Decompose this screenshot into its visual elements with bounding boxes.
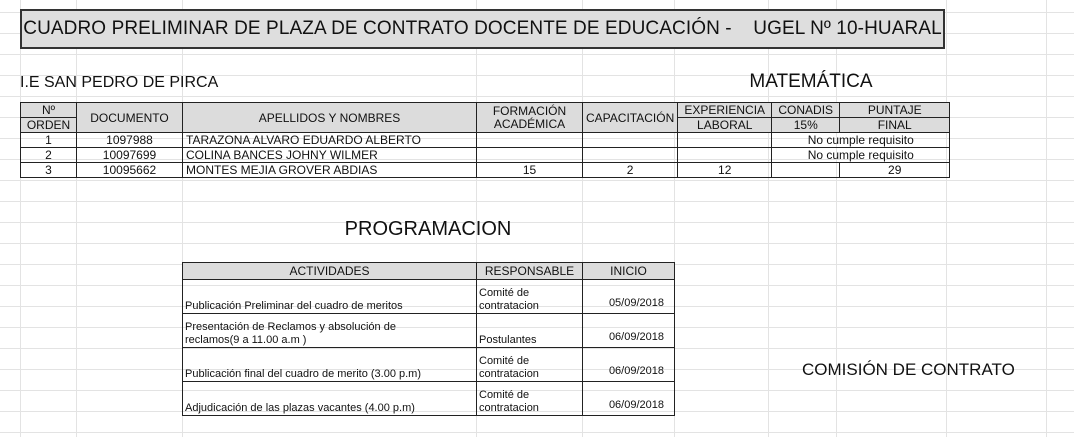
header-conadis-pct: 15% [772, 118, 840, 133]
header-laboral: LABORAL [678, 118, 772, 133]
header-orden: ORDEN [21, 118, 77, 133]
cell-note: No cumple requisito [772, 148, 950, 163]
grid-line [20, 0, 21, 437]
cell-documento: 1097988 [77, 133, 183, 148]
header-final: FINAL [840, 118, 950, 133]
responsable-line2: contratacion [479, 368, 539, 380]
cell-formacion [477, 133, 583, 148]
table-row [21, 163, 950, 178]
grid-line [1046, 0, 1047, 437]
table-row [183, 314, 675, 348]
cell-capacitacion [583, 133, 678, 148]
comision-label: COMISIÓN DE CONTRATO [802, 360, 1015, 379]
responsable-line1: Comité de [479, 389, 530, 401]
grid-line [76, 0, 77, 437]
header-capacitacion: CAPACITACIÓN [583, 103, 678, 133]
header-num: Nº [21, 103, 77, 118]
header-actividades: ACTIVIDADES [183, 263, 477, 280]
cell-nombre: TARAZONA ALVARO EDUARDO ALBERTO [183, 133, 477, 148]
cell-actividad [183, 314, 477, 348]
cell-orden: 3 [21, 163, 77, 178]
cell-responsable [477, 348, 583, 382]
cell-responsable [477, 280, 583, 314]
grid-line [768, 0, 769, 437]
responsable-line2: contratacion [479, 402, 539, 414]
sheet-title [20, 9, 945, 49]
cell-responsable: Postulantes [477, 314, 583, 348]
header-experiencia: EXPERIENCIA [678, 103, 772, 118]
programacion-title: PROGRAMACION [344, 218, 512, 240]
actividad-line1: Presentación de Reclamos y absolución de [185, 321, 396, 333]
header-formacion [477, 103, 583, 133]
header-documento: DOCUMENTO [77, 103, 183, 133]
cell-nombre: COLINA BANCES JOHNY WILMER [183, 148, 477, 163]
table-row [183, 280, 675, 314]
cell-nombre: MONTES MEJIA GROVER ABDIAS [183, 163, 477, 178]
actividad-line2: reclamos(9 a 11.00 a.m ) [185, 334, 307, 346]
cell-capacitacion: 2 [583, 163, 678, 178]
responsable-line1: Comité de [479, 287, 530, 299]
header-inicio: INICIO [583, 263, 675, 280]
responsable-line2: contratacion [479, 300, 539, 312]
cell-documento: 10095662 [77, 163, 183, 178]
cell-puntaje: 29 [840, 163, 950, 178]
header-responsable: RESPONSABLE [477, 263, 583, 280]
cell-note: No cumple requisito [772, 133, 950, 148]
cell-actividad: Publicación final del cuadro de merito (3.00 p.m) [183, 348, 477, 382]
table-row [21, 148, 950, 163]
school-name: I.E SAN PEDRO DE PIRCA [20, 74, 219, 91]
cell-inicio: 05/09/2018 [583, 280, 675, 314]
cell-inicio: 06/09/2018 [583, 382, 675, 416]
scores-table [20, 102, 950, 178]
programacion-header-row [183, 263, 675, 280]
table-row [21, 133, 950, 148]
cell-actividad: Publicación Preliminar del cuadro de meritos [183, 280, 477, 314]
cell-experiencia [678, 133, 772, 148]
header-nombres: APELLIDOS Y NOMBRES [183, 103, 477, 133]
sheet-title-text: CUADRO PRELIMINAR DE PLAZA DE CONTRATO DOCENTE DE EDUCACIÓN - UGEL Nº 10-HUARAL [23, 18, 942, 39]
cell-orden: 1 [21, 133, 77, 148]
cell-actividad: Adjudicación de las plazas vacantes (4.00 p.m) [183, 382, 477, 416]
responsable-line1: Comité de [479, 355, 530, 367]
cell-experiencia: 12 [678, 163, 772, 178]
header-formacion-line1: FORMACIÓN [492, 103, 567, 118]
cell-inicio: 06/09/2018 [583, 314, 675, 348]
table-row [183, 348, 675, 382]
cell-formacion: 15 [477, 163, 583, 178]
cell-orden: 2 [21, 148, 77, 163]
cell-capacitacion [583, 148, 678, 163]
header-formacion-line2: ACADÉMICA [493, 116, 566, 131]
subject-title: MATEMÁTICA [749, 71, 873, 92]
table-row [183, 382, 675, 416]
header-conadis: CONADIS [772, 103, 840, 118]
programacion-table [182, 262, 675, 416]
scores-header-row [21, 103, 950, 118]
cell-experiencia [678, 148, 772, 163]
header-puntaje: PUNTAJE [840, 103, 950, 118]
cell-responsable [477, 382, 583, 416]
cell-inicio: 06/09/2018 [583, 348, 675, 382]
cell-conadis [772, 163, 840, 178]
cell-formacion [477, 148, 583, 163]
cell-documento: 10097699 [77, 148, 183, 163]
